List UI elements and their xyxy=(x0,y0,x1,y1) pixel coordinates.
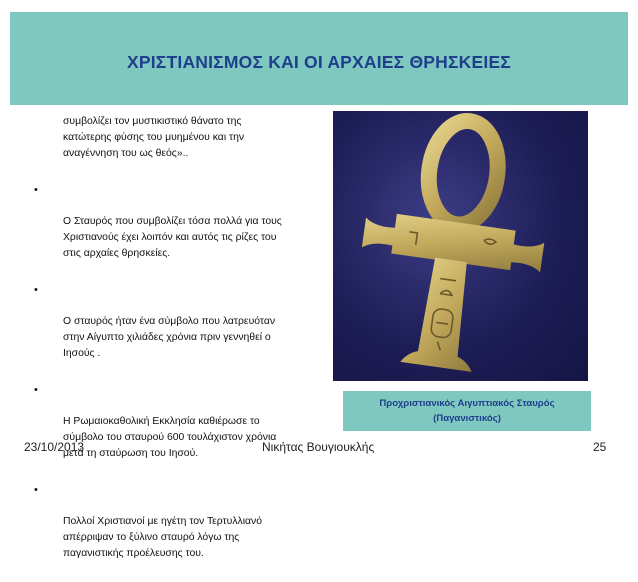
bullet-item-4 xyxy=(28,482,318,562)
bullet-marker: • xyxy=(34,384,38,396)
image-caption-box xyxy=(343,391,591,431)
bullet-marker: • xyxy=(34,284,38,296)
slide-title: ΧΡΙΣΤΙΑΝΙΣΜΟΣ ΚΑΙ ΟΙ ΑΡΧΑΙΕΣ ΘΡΗΣΚΕΙΕΣ xyxy=(126,52,512,72)
slide-body xyxy=(28,114,318,582)
bullet-text: Ο Σταυρός που συμβολίζει τόσα πολλά για τους Χριστιανούς έχει λοιπόν και αυτός τις ρίζες του στις αρχαίες θρησκείες. xyxy=(63,216,282,259)
bullet-marker: • xyxy=(34,484,38,496)
title-band xyxy=(10,12,628,105)
page-number: 25 xyxy=(593,440,607,454)
caption-line-1: Προχριστιανικός Αιγυπτιακός Σταυρός xyxy=(379,398,555,409)
bullet-text: Πολλοί Χριστιανοί με ηγέτη τον Τερτυλλιανό απέρριψαν το ξύλινο σταυρό λόγω της παγανιστικής προέλευσης του. xyxy=(63,516,263,559)
bullet-item-1 xyxy=(28,182,318,262)
footer-author: Νικήτας Βουγιουκλής xyxy=(262,440,375,454)
image-caption xyxy=(343,396,591,426)
bullet-marker: • xyxy=(34,184,38,196)
bullet-item-2 xyxy=(28,282,318,362)
intro-paragraph: συμβολίζει τον μυστικιστικό θάνατο της κατώτερης φύσης του μυημένου και την αναγέννηση του ως θεός».. xyxy=(63,116,245,159)
bullet-text: Η Ρωμαιοκαθολική Εκκλησία καθιέρωσε το σύμβολο του σταυρού 600 τουλάχιστον χρόνια μετά τη σταύρωση του Ιησού. xyxy=(63,416,277,459)
ankh-photo xyxy=(333,111,588,381)
caption-line-2: (Παγανιστικός) xyxy=(433,413,501,424)
ankh-icon xyxy=(333,111,588,381)
footer-date: 23/10/2013 xyxy=(24,440,85,454)
bullet-text: Ο σταυρός ήταν ένα σύμβολο που λατρευόταν στην Αίγυπτο χιλιάδες χρόνια πριν γεννηθεί ο Ιησούς . xyxy=(63,316,276,359)
